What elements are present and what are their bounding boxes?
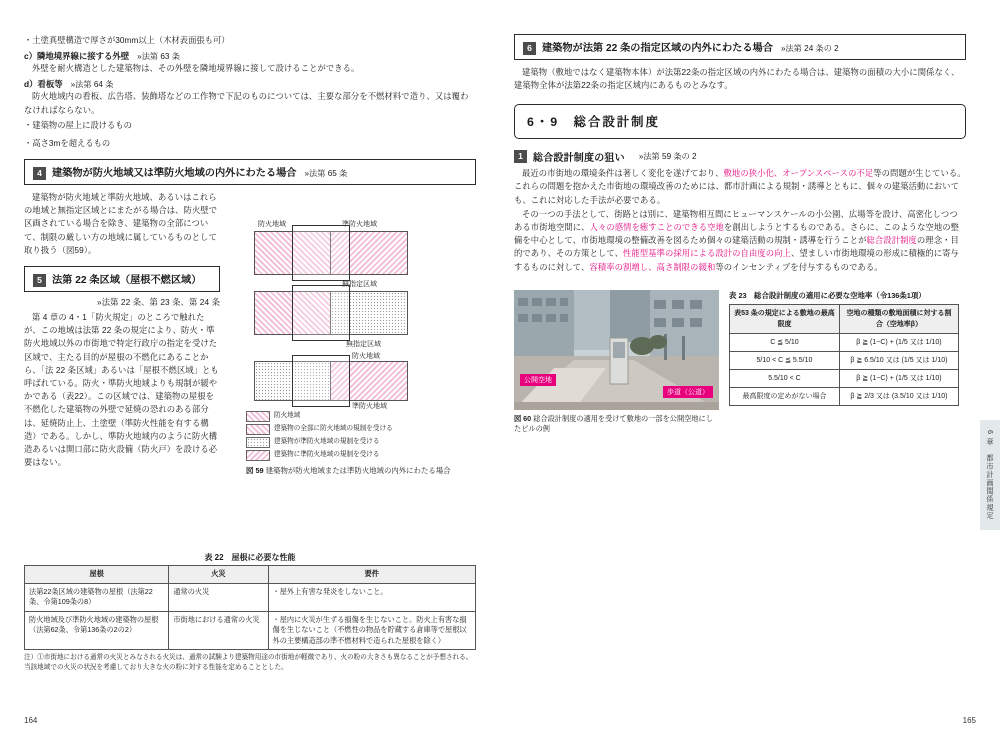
table-22-cell-0-2: ・屋外上有害な発炎をしないこと。: [268, 583, 475, 611]
table-row: [730, 369, 959, 387]
figure-59-label-top-right: 準防火地域: [342, 221, 377, 228]
heading-1-paragraph-1: 最近の市街地の環境条件は著しく変化を遂げており、敷地の狭小化、オープンスペースの不足等の問題が生じている。これらの問題を抱かえた市街地の環境改善のためには、都市計画による規制・誘導とともに、個々の建築活動においても、これに対応した手法が必要である。: [514, 168, 966, 205]
side-tab: [980, 420, 1000, 530]
left-page-number: 164: [24, 716, 38, 725]
table-23-cell-2-1: β ≧ (1−C) + (1/5 又は 1/10): [839, 369, 958, 387]
right-page-content: [514, 34, 966, 435]
heading-1: [514, 149, 966, 164]
heading-6: [514, 34, 966, 60]
legend-swatch-0: [246, 411, 270, 422]
table-row: [730, 387, 959, 405]
table-22-wrapper: [24, 550, 476, 672]
section-c-body: 外壁を耐火構造とした建築物は、その外壁を隣地境界線に接して設けることができる。: [32, 63, 360, 74]
heading-6-number: 6: [523, 42, 536, 55]
red-phrase-5: 容積率の割増し、高さ制限の緩和: [589, 261, 716, 272]
figure-59-label-mid-right: 無指定区域: [342, 281, 377, 288]
table-22-cell-0-0: 法第22条区域の建築物の屋根（法第22条、令第109条の8）: [25, 583, 169, 611]
heading-5: [24, 266, 220, 292]
table-23-th-0: 表53 条の規定による敷地の最高限度: [730, 304, 840, 333]
table-23: [729, 304, 959, 406]
table-23-caption: 表 23 総合設計制度の適用に必要な空地率（令136条1項）: [729, 290, 926, 300]
table-row: [25, 611, 476, 650]
table-23-header-row: [730, 304, 959, 333]
heading-6-title: 建築物が法第 22 条の指定区域の内外にわたる場合: [542, 43, 773, 54]
table-23-cell-0-0: C ≦ 5/10: [730, 333, 840, 351]
heading-5-paragraph: 第 4 章の 4・1「防火規定」のところで触れたが、この地域は法第 22 条の規定により、防火・準防火地域以外の市街地で特定行政庁の指定を受けた区域で、主たる目的が屋根の不燃化にあることから、「法 22 条区域」あるいは「屋根不燃区域」とも呼ばれている。防火・準防火地域よりも規制が緩やかである（表22）。この区域では、建築物の屋根を不燃化した建築物の外壁で延焼の恐れのある部分は、延焼防止上、土塗壁（準防火性能を有する構造）である。しかし、準防火地域内のように防火構造あるいは開口部に防火設備（防火戸）を設ける必要はない。: [24, 312, 219, 468]
figure-59-label-top-left: 防火地域: [258, 221, 286, 228]
heading-4: [24, 159, 476, 185]
table-23-cell-3-1: β ≧ 2/3 又は (3.5/10 又は 1/10): [839, 387, 958, 405]
heading-5-title: 法第 22 条区域（屋根不燃区域）: [52, 275, 202, 287]
chapter-heading-box: [514, 104, 966, 139]
figure-59: [246, 205, 476, 476]
table-22-cell-1-1: 市街地における通常の火災: [169, 611, 268, 650]
heading-4-number: 4: [33, 167, 46, 180]
heading-1-number: 1: [514, 150, 527, 163]
figure-60-caption-label: 図 60: [514, 413, 532, 423]
figure-59-caption-label: 図 59: [246, 466, 264, 475]
table-22-cell-0-1: 通常の火災: [169, 583, 268, 611]
heading-4-title: 建築物が防火地域又は準防火地域の内外にわたる場合: [52, 168, 297, 180]
figure-59-label-bottom-left-upper: 防火地域: [352, 353, 380, 360]
section-c-label: c）隣地境界線に接する外壁 »法第 63 条: [24, 51, 180, 62]
table-row: [730, 351, 959, 369]
table-23-wrapper: [729, 290, 959, 435]
section-d-item-2: ・高さ3mを超えるもの: [24, 138, 111, 149]
table-22-th-1: 火災: [169, 566, 268, 584]
side-tab-label: 6 章 都市計画関係規定: [986, 430, 995, 520]
table-22-th-2: 要件: [268, 566, 475, 584]
figure-59-label-bottom-right-lower: 準防火地域: [352, 403, 387, 410]
figure-59-building-1: [292, 225, 350, 281]
heading-1-ref: »法第 59 条の 2: [638, 152, 697, 162]
figure-59-diagram: [246, 205, 476, 410]
legend-swatch-2: [246, 437, 270, 448]
legend-swatch-3: [246, 450, 270, 461]
red-phrase-4: 性能型基準の採用による設計の自由度の向上: [623, 248, 791, 259]
heading-6-body: 建築物（敷地ではなく建築物本体）が法第22条の指定区域の内外にわたる場合は、建築物の面積の大小に関係なく、建築物全体が法第22条の指定区域内にあるものとみなす。: [514, 66, 960, 91]
table-22-note: 注）①市街地における通常の火災とみなされる火災は、通常の試験より建築物用途の市街地が軽微であり、火の粉の大きさも異なることが予想される。当該地域での火災の状況を考慮しており大きな火の粉に対する性能を定めることとした。: [24, 654, 473, 671]
red-phrase-2: 人々の感情を癒すことのできる空地: [589, 222, 724, 233]
figure-59-caption-text: 建築物が防火地域または準防火地域の内外にわたる場合: [265, 466, 451, 475]
right-page-number: 165: [962, 716, 976, 725]
figure-60-photo: [514, 290, 719, 410]
chapter-heading: 6・9 総合設計制度: [527, 115, 660, 130]
table-22-caption: 表 22 屋根に必要な性能: [204, 553, 296, 562]
table-22-cell-1-2: ・屋内に火災が生ずる損傷を生じないこと。防火上有害な損傷を生じないこと（不燃性の物品を貯蔵する倉庫等で屋根以外の主要構造部の準不燃材料で造られた屋根を除く）: [268, 611, 475, 650]
section-d-label: d）看板等 »法第 64 条: [24, 79, 114, 90]
figure-59-legend: [246, 411, 406, 461]
section-d-item-1: ・建築物の屋上に設けるもの: [24, 119, 132, 130]
table-22-header-row: [25, 566, 476, 584]
red-phrase-1: 敷地の狭小化、オープンスペースの不足: [723, 168, 874, 179]
legend-swatch-1: [246, 424, 270, 435]
table-row: [25, 583, 476, 611]
heading-1-title: 総合設計制度の狙い: [533, 153, 625, 165]
red-phrase-3: 総合設計制度: [866, 235, 917, 246]
photo-tag-sidewalk: 歩道（公道）: [663, 386, 713, 398]
table-23-cell-1-0: 5/10 < C ≦ 5.5/10: [730, 351, 840, 369]
heading-4-body: 建築物が防火地域と準防火地域、あるいはこれらの地域と無指定区域とにまたがる場合は、防火壁で区画されている場合を除き、建築物の全部について、制限の厳しい方の地域に属しているものとして取り扱う（図59）。: [24, 192, 218, 255]
legend-item-1: 建築物が準防火地域の規制を受ける: [246, 437, 406, 448]
right-page: [500, 0, 1000, 737]
bullet-line-1: ・土塗真壁構造で厚さが30mm以上（木材表面張も可）: [24, 35, 230, 45]
figure-60: [514, 290, 719, 435]
legend-item-0: 建築物の全部に防火地域の規制を受ける: [246, 424, 406, 435]
figure-60-caption: [514, 414, 719, 435]
heading-1-paragraph-2: その一つの手法として、街路とは別に、建築物相互間にヒューマンスケールの小公園、広場等を設け、高密化しつつある市街地空間に、人々の感情を癒すことのできる空地を創出しようとするものである。さらに、このような空地の整備を中心として、市街地環境の整備改善を図るため個々の建築活動の規制・誘導を行うことが総合設計制度の理念・目的であり、その方策として、性能型基準の採用による設計の自由度の向上、望ましい市街地環境の形成に積極的に寄与するものに対して、容積率の割増し、高さ制限の緩和等のインセンティブを付与するものである。: [514, 208, 960, 272]
table-23-cell-2-0: 5.5/10 < C: [730, 369, 840, 387]
legend-title: 防火地域: [274, 412, 301, 419]
table-row: [730, 333, 959, 351]
table-22-th-0: 屋根: [25, 566, 169, 584]
figure-59-label-bottom-right-upper: 無指定区域: [346, 341, 381, 348]
heading-5-ref: »法第 22 条、第 23 条、第 24 条: [96, 296, 220, 307]
legend-item-2: 建築物に準防火地域の規制を受ける: [246, 450, 406, 461]
heading-5-number: 5: [33, 274, 46, 287]
table-22-cell-1-0: 防火地域及び準防火地域の建築物の屋根（法第62条、令第136条の2の2）: [25, 611, 169, 650]
table-23-cell-3-0: 最高限度の定めがない場合: [730, 387, 840, 405]
figure-59-building-3: [292, 355, 350, 407]
bottom-row: [514, 290, 966, 435]
table-23-cell-0-1: β ≧ (1−C) + (1/5 又は 1/10): [839, 333, 958, 351]
table-22: [24, 552, 476, 650]
table-23-cell-1-1: β ≧ 6.5/10 又は (1/5 又は 1/10): [839, 351, 958, 369]
heading-6-ref: »法第 24 条の 2: [780, 44, 839, 53]
section-d-body: 防火地域内の看板、広告塔、装飾塔などの工作物で下記のものについては、主要な部分を不燃材料で造り、又は覆わなければならない。: [24, 91, 469, 115]
legend-title-row: [246, 411, 406, 422]
figure-60-caption-text: 総合設計制度の適用を受けて敷地の一部を公開空地にしたビルの例: [514, 413, 713, 434]
photo-tag-public-space: 公開空地: [520, 374, 556, 386]
figure-59-building-2: [292, 285, 350, 341]
table-23-th-1: 空地の種類の敷地面積に対する割合（空地率β）: [839, 304, 958, 333]
figure-59-caption: [246, 465, 476, 476]
heading-4-ref: »法第 65 条: [304, 169, 348, 179]
